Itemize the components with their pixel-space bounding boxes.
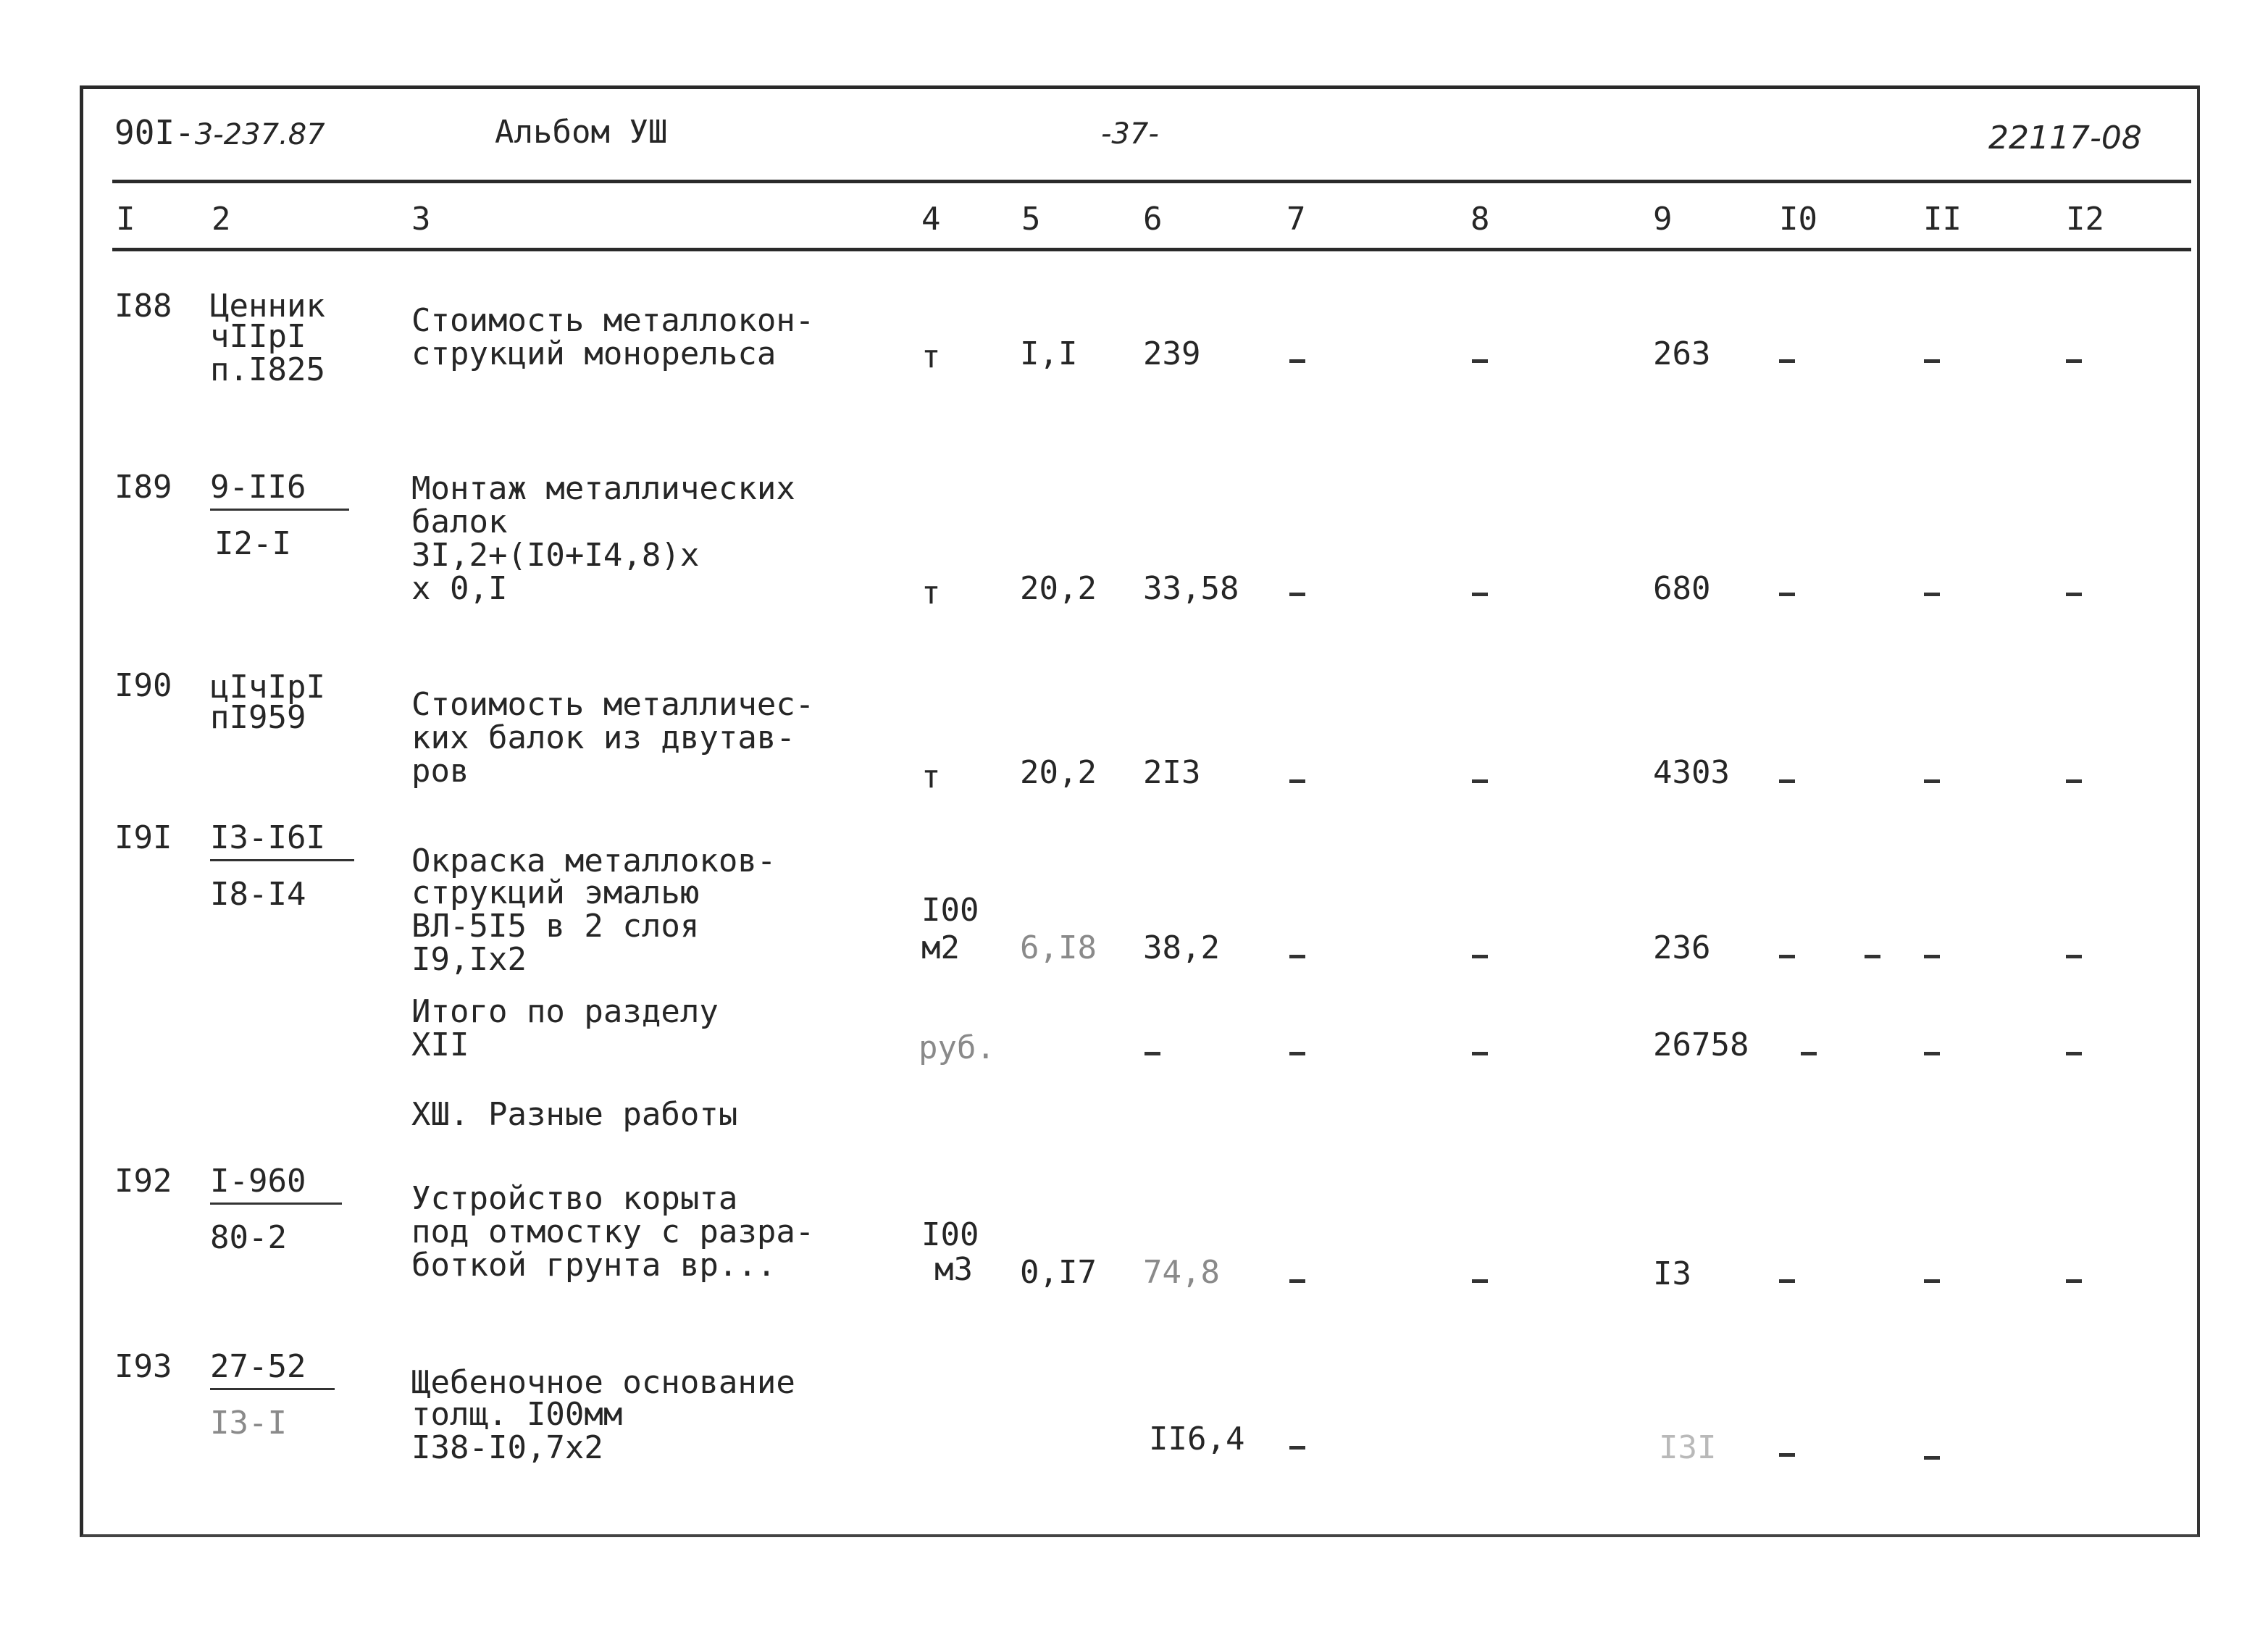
- empty-dash: [1289, 359, 1305, 363]
- page-frame: [80, 85, 2200, 1537]
- row-reference: 80-2: [210, 1219, 287, 1256]
- row-price: 33,58: [1143, 570, 1239, 607]
- row-description: балок: [411, 503, 508, 540]
- row-number: I88: [114, 288, 172, 325]
- header-rule: [112, 180, 2191, 183]
- empty-dash: [1472, 1279, 1488, 1283]
- row-total: 236: [1653, 929, 1711, 966]
- section-heading: XШ. Разные работы: [411, 1096, 738, 1133]
- empty-dash: [1779, 359, 1795, 363]
- row-description: Устройство корыта: [411, 1180, 738, 1217]
- empty-dash: [2066, 1052, 2082, 1055]
- row-quantity: 20,2: [1020, 754, 1097, 791]
- empty-dash: [1801, 1052, 1817, 1055]
- row-description: струкций эмалью: [411, 874, 700, 911]
- empty-dash: [1779, 593, 1795, 596]
- empty-dash: [1472, 779, 1488, 783]
- row-total: I3: [1653, 1255, 1691, 1292]
- subtotal-label: XII: [411, 1026, 469, 1063]
- row-description: Окраска металлоков-: [411, 842, 777, 879]
- empty-dash: [1924, 1456, 1940, 1460]
- empty-dash: [1924, 1052, 1940, 1055]
- doc-code: 90I-3-237.87: [114, 113, 325, 152]
- empty-dash: [2066, 593, 2082, 596]
- empty-dash: [1289, 1446, 1305, 1450]
- doc-number: 22117-08: [1988, 120, 2142, 156]
- row-unit: I00: [921, 892, 979, 929]
- col-4: 4: [921, 201, 941, 238]
- empty-dash: [2066, 779, 2082, 783]
- row-reference: I3-I6I: [210, 821, 354, 855]
- row-unit: м3: [934, 1251, 973, 1288]
- col-6: 6: [1143, 201, 1163, 238]
- empty-dash: [1472, 593, 1488, 596]
- row-description: под отмостку с разра-: [411, 1213, 815, 1250]
- empty-dash: [1924, 955, 1940, 958]
- row-reference: I-960: [210, 1165, 342, 1198]
- col-5: 5: [1021, 201, 1041, 238]
- row-quantity: I,I: [1020, 335, 1078, 372]
- row-description: толщ. I00мм: [411, 1396, 623, 1433]
- empty-dash: [1779, 1279, 1795, 1283]
- col-10: I0: [1779, 201, 1817, 238]
- row-total: 4303: [1653, 754, 1730, 791]
- row-unit: т: [921, 338, 941, 375]
- empty-dash: [1472, 359, 1488, 363]
- row-quantity: 20,2: [1020, 570, 1097, 607]
- empty-dash: [1924, 359, 1940, 363]
- empty-dash: [1145, 1052, 1160, 1055]
- empty-dash: [2066, 359, 2082, 363]
- col-8: 8: [1470, 201, 1490, 238]
- row-reference: 9-II6: [210, 471, 349, 504]
- row-quantity: 6,I8: [1020, 929, 1097, 966]
- column-header-rule: [112, 248, 2191, 251]
- row-price: 38,2: [1143, 929, 1220, 966]
- empty-dash: [2066, 955, 2082, 958]
- row-description: Стоимость металличес-: [411, 686, 815, 723]
- row-total: 680: [1653, 570, 1711, 607]
- row-description: 3I,2+(I0+I4,8)x: [411, 537, 700, 574]
- subtotal-label: Итого по разделу: [411, 993, 719, 1030]
- row-reference: I2-I: [214, 525, 291, 562]
- empty-dash: [1289, 1279, 1305, 1283]
- empty-dash: [1779, 1453, 1795, 1457]
- row-description: ВЛ-5I5 в 2 слоя: [411, 908, 700, 945]
- row-price: 74,8: [1143, 1254, 1220, 1291]
- row-reference: цIчIpI: [210, 669, 325, 706]
- row-number: I89: [114, 469, 172, 506]
- col-9: 9: [1653, 201, 1673, 238]
- row-unit: т: [921, 758, 941, 795]
- empty-dash: [1779, 779, 1795, 783]
- subtotal-unit: руб.: [919, 1029, 995, 1066]
- row-reference: Ценник: [210, 288, 325, 325]
- col-12: I2: [2066, 201, 2104, 238]
- row-price: 2I3: [1143, 754, 1201, 791]
- row-description: I38-I0,7x2: [411, 1429, 603, 1466]
- empty-dash: [1924, 1279, 1940, 1283]
- row-quantity: 0,I7: [1020, 1254, 1097, 1291]
- album-label: Альбом УШ: [495, 114, 668, 151]
- row-description: ких балок из двутав-: [411, 719, 795, 756]
- row-description: ров: [411, 753, 469, 790]
- row-price: 239: [1143, 335, 1201, 372]
- row-description: боткой грунта вр...: [411, 1247, 777, 1284]
- empty-dash: [1289, 593, 1305, 596]
- col-11: II: [1923, 201, 1962, 238]
- row-reference: чIIpI: [210, 318, 306, 355]
- row-reference: пI959: [210, 699, 306, 736]
- empty-dash: [1924, 593, 1940, 596]
- empty-dash: [1289, 779, 1305, 783]
- page-number: -37-: [1101, 117, 1159, 151]
- row-total: 263: [1653, 335, 1711, 372]
- empty-dash: [1289, 1052, 1305, 1055]
- row-reference: 27-52: [210, 1350, 335, 1384]
- row-reference: п.I825: [210, 351, 325, 388]
- row-number: I93: [114, 1348, 172, 1385]
- empty-dash: [2066, 1279, 2082, 1283]
- row-description: x 0,I: [411, 570, 508, 607]
- row-description: струкций монорельса: [411, 335, 777, 372]
- row-number: I90: [114, 667, 172, 704]
- empty-dash: [1472, 1052, 1488, 1055]
- col-3: 3: [411, 201, 431, 238]
- empty-dash: [1472, 955, 1488, 958]
- empty-dash: [1865, 955, 1880, 958]
- empty-dash: [1924, 779, 1940, 783]
- row-unit: т: [921, 574, 941, 611]
- row-number: I9I: [114, 819, 172, 856]
- col-1: I: [116, 201, 135, 238]
- empty-dash: [1289, 955, 1305, 958]
- row-description: Щебеночное основание: [411, 1364, 795, 1401]
- row-reference: I3-I: [210, 1405, 287, 1442]
- row-description: I9,Iх2: [411, 941, 527, 978]
- row-description: Монтаж металлических: [411, 470, 795, 507]
- row-description: Стоимость металлокон-: [411, 302, 815, 339]
- row-total: I3I: [1659, 1429, 1717, 1466]
- row-unit: м2: [921, 929, 960, 966]
- empty-dash: [1779, 955, 1795, 958]
- row-unit: I00: [921, 1216, 979, 1253]
- row-reference: I8-I4: [210, 876, 306, 913]
- col-2: 2: [212, 201, 231, 238]
- row-price: II6,4: [1149, 1421, 1245, 1457]
- row-number: I92: [114, 1163, 172, 1200]
- subtotal-total: 26758: [1653, 1026, 1749, 1063]
- col-7: 7: [1286, 201, 1306, 238]
